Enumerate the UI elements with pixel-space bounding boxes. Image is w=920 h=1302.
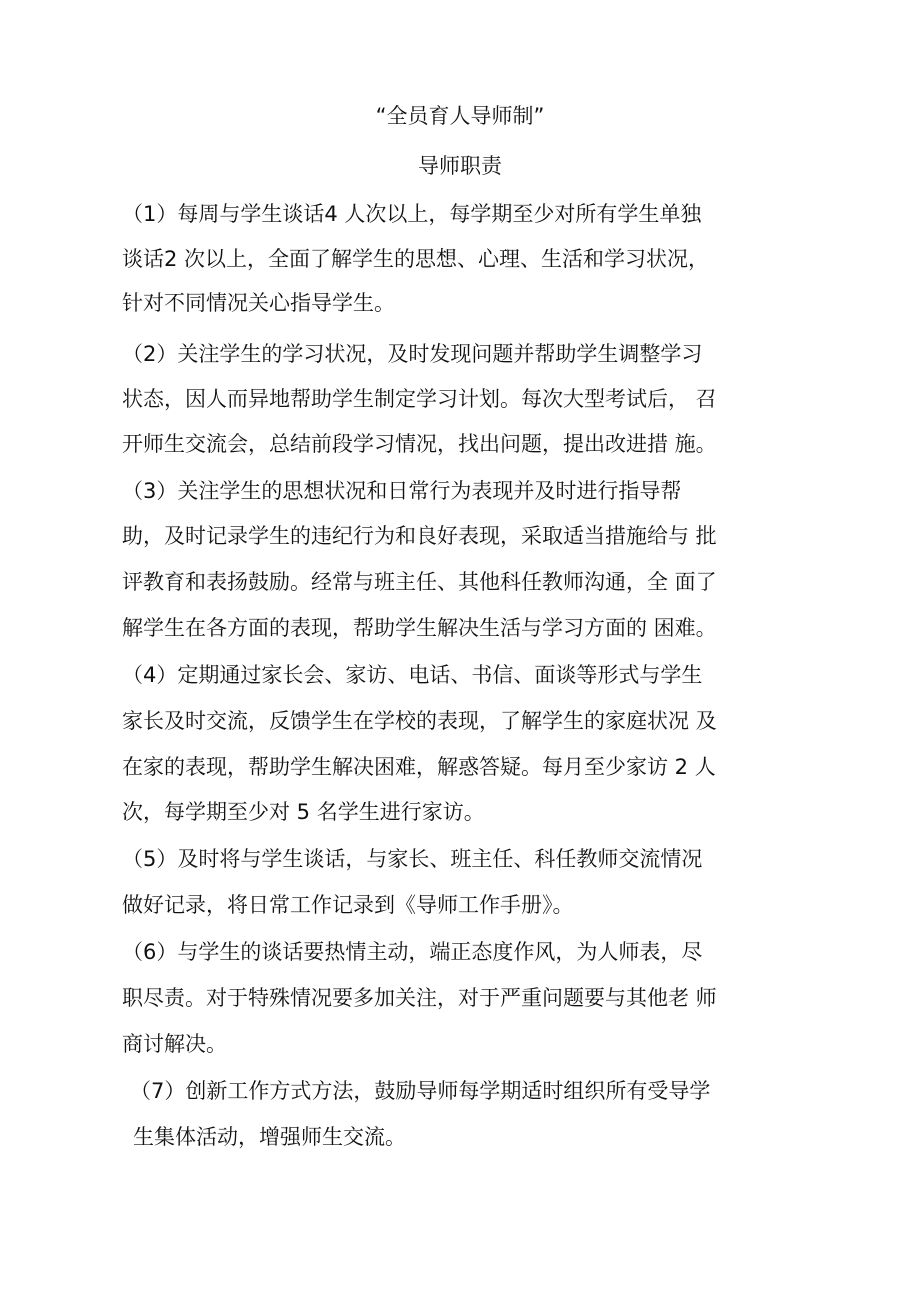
text-line: 家长及时交流，反馈学生在学校的表现，了解学生的家庭状况 及: [122, 709, 717, 733]
text-line: 助，及时记录学生的违纪行为和良好表现，采取适当措施给与 批: [122, 524, 717, 548]
text-line: （2）关注学生的学习状况，及时发现问题并帮助学生调整学习: [122, 342, 703, 366]
text-line: 次，每学期至少对 5 名学生进行家访。: [122, 800, 485, 824]
document-title: “全员育人导师制”: [375, 104, 545, 128]
text-line: 针对不同情况关心指导学生。: [122, 291, 395, 315]
text-line: （6）与学生的谈话要热情主动，端正态度作风，为人师表，尽: [122, 940, 703, 964]
text-line: 生集体活动，增强师生交流。: [133, 1125, 406, 1149]
text-line: 解学生在各方面的表现，帮助学生解决生活与学习方面的 困难。: [122, 616, 717, 640]
text-line: （3）关注学生的思想状况和日常行为表现并及时进行指导帮: [122, 479, 682, 503]
text-line: （1）每周与学生谈话4 人次以上，每学期至少对所有学生单独: [122, 202, 702, 226]
text-line: 在家的表现，帮助学生解决困难，解惑答疑。每月至少家访 2 人: [122, 755, 716, 779]
text-line: 开师生交流会，总结前段学习情况，找出问题，提出改进措 施。: [122, 432, 717, 456]
text-line: 商讨解决。: [122, 1032, 227, 1056]
text-line: （5）及时将与学生谈话，与家长、班主任、科任教师交流情况: [122, 847, 703, 871]
text-line: 评教育和表扬鼓励。经常与班主任、其他科任教师沟通，全 面了: [122, 570, 717, 594]
text-line: 做好记录，将日常工作记录到《导师工作手册》。: [122, 893, 574, 917]
document-subtitle: 导师职责: [418, 154, 502, 178]
text-line: （7）创新工作方式方法，鼓励导师每学期适时组织所有受导学: [130, 1079, 711, 1103]
text-line: （4）定期通过家长会、家访、电话、书信、面谈等形式与学生: [122, 663, 703, 687]
text-line: 谈话2 次以上，全面了解学生的思想、心理、生活和学习状况，: [122, 247, 710, 271]
text-line: 职尽责。对于特殊情况要多加关注，对于严重问题要与其他老 师: [122, 986, 717, 1010]
text-line: 状态，因人而异地帮助学生制定学习计划。每次大型考试后， 召: [122, 387, 717, 411]
